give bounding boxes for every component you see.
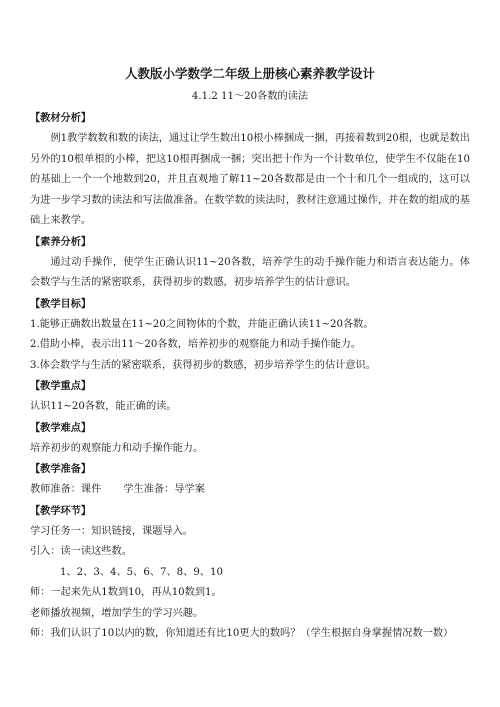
document-title: 人教版小学数学二年级上册核心素养教学设计 <box>124 66 375 81</box>
student-preparation: 学生准备：导学案 <box>123 484 205 495</box>
key-points-text: 认识11~20各数，能正确的读。 <box>30 401 177 412</box>
section-heading-objectives: 【教学目标】 <box>30 298 92 310</box>
objective-item: 1.能够正确数出数量在11~20之间物体的个数，并能正确认读11~20各数。 <box>30 318 374 330</box>
difficulties-text: 培养初步的观察能力和动手操作能力。 <box>30 442 204 454</box>
objective-item: 3.体会数学与生活的紧密联系，获得初步的数感，初步培养学生的估计意识。 <box>30 359 376 371</box>
intro-line: 引入：读一读这些数。 <box>30 546 132 557</box>
literacy-analysis-paragraph: 通过动手操作，使学生正确认识11~20各数，培养学生的动手操作能力和语言表达能力。体会数学与生活的紧密联系，获得初步的数感，初步培养学生的估计意识。 <box>30 256 470 288</box>
section-heading-difficulties: 【教学难点】 <box>30 422 92 434</box>
textbook-analysis-paragraph: 例1教学数数和数的读法，通过让学生数出10根小棒捆成一捆，再接着数到20根，也就是数出另外的10根单根的小棒，把这10根再捆成一捆；突出把十作为一个计数单位，使学生不仅能在10的基础上一个一个地数到20，并且直观地了解11~20各数都是由一个十和几个一组成的，这可以为进一步学习数的读法和写法做准备。在数学数的读法时，教材注意通过操作，并在数的组成的基础上来教学。 <box>30 133 470 226</box>
section-heading-literacy-analysis: 【素养分析】 <box>30 236 92 248</box>
learning-task-line: 学习任务一：知识链接，课题导入。 <box>30 525 193 537</box>
preparation-line <box>30 480 470 501</box>
objective-item: 2.借助小棒，表示出11～20各数，培养初步的观察能力和动手操作能力。 <box>30 339 362 350</box>
teacher-counting-line: 师：一起来先从1数到10，再从10数到1。 <box>30 587 222 598</box>
section-heading-preparation: 【教学准备】 <box>30 464 92 475</box>
teacher-preparation: 教师准备：课件 <box>30 484 102 495</box>
section-heading-key-points: 【教学重点】 <box>30 381 92 392</box>
section-heading-textbook-analysis: 【教材分析】 <box>30 113 92 124</box>
video-line: 老师播放视频，增加学生的学习兴趣。 <box>30 607 204 619</box>
section-heading-process: 【教学环节】 <box>30 505 92 517</box>
lesson-subtitle: 4.1.2 11～20各数的读法 <box>191 91 309 102</box>
number-sequence: 1、2、3、4、5、6、7、8、9、10 <box>60 566 223 578</box>
teacher-question-line: 师：我们认识了10以内的数，你知道还有比10更大的数吗？（学生根据自身掌握情况数一数） <box>30 628 454 639</box>
